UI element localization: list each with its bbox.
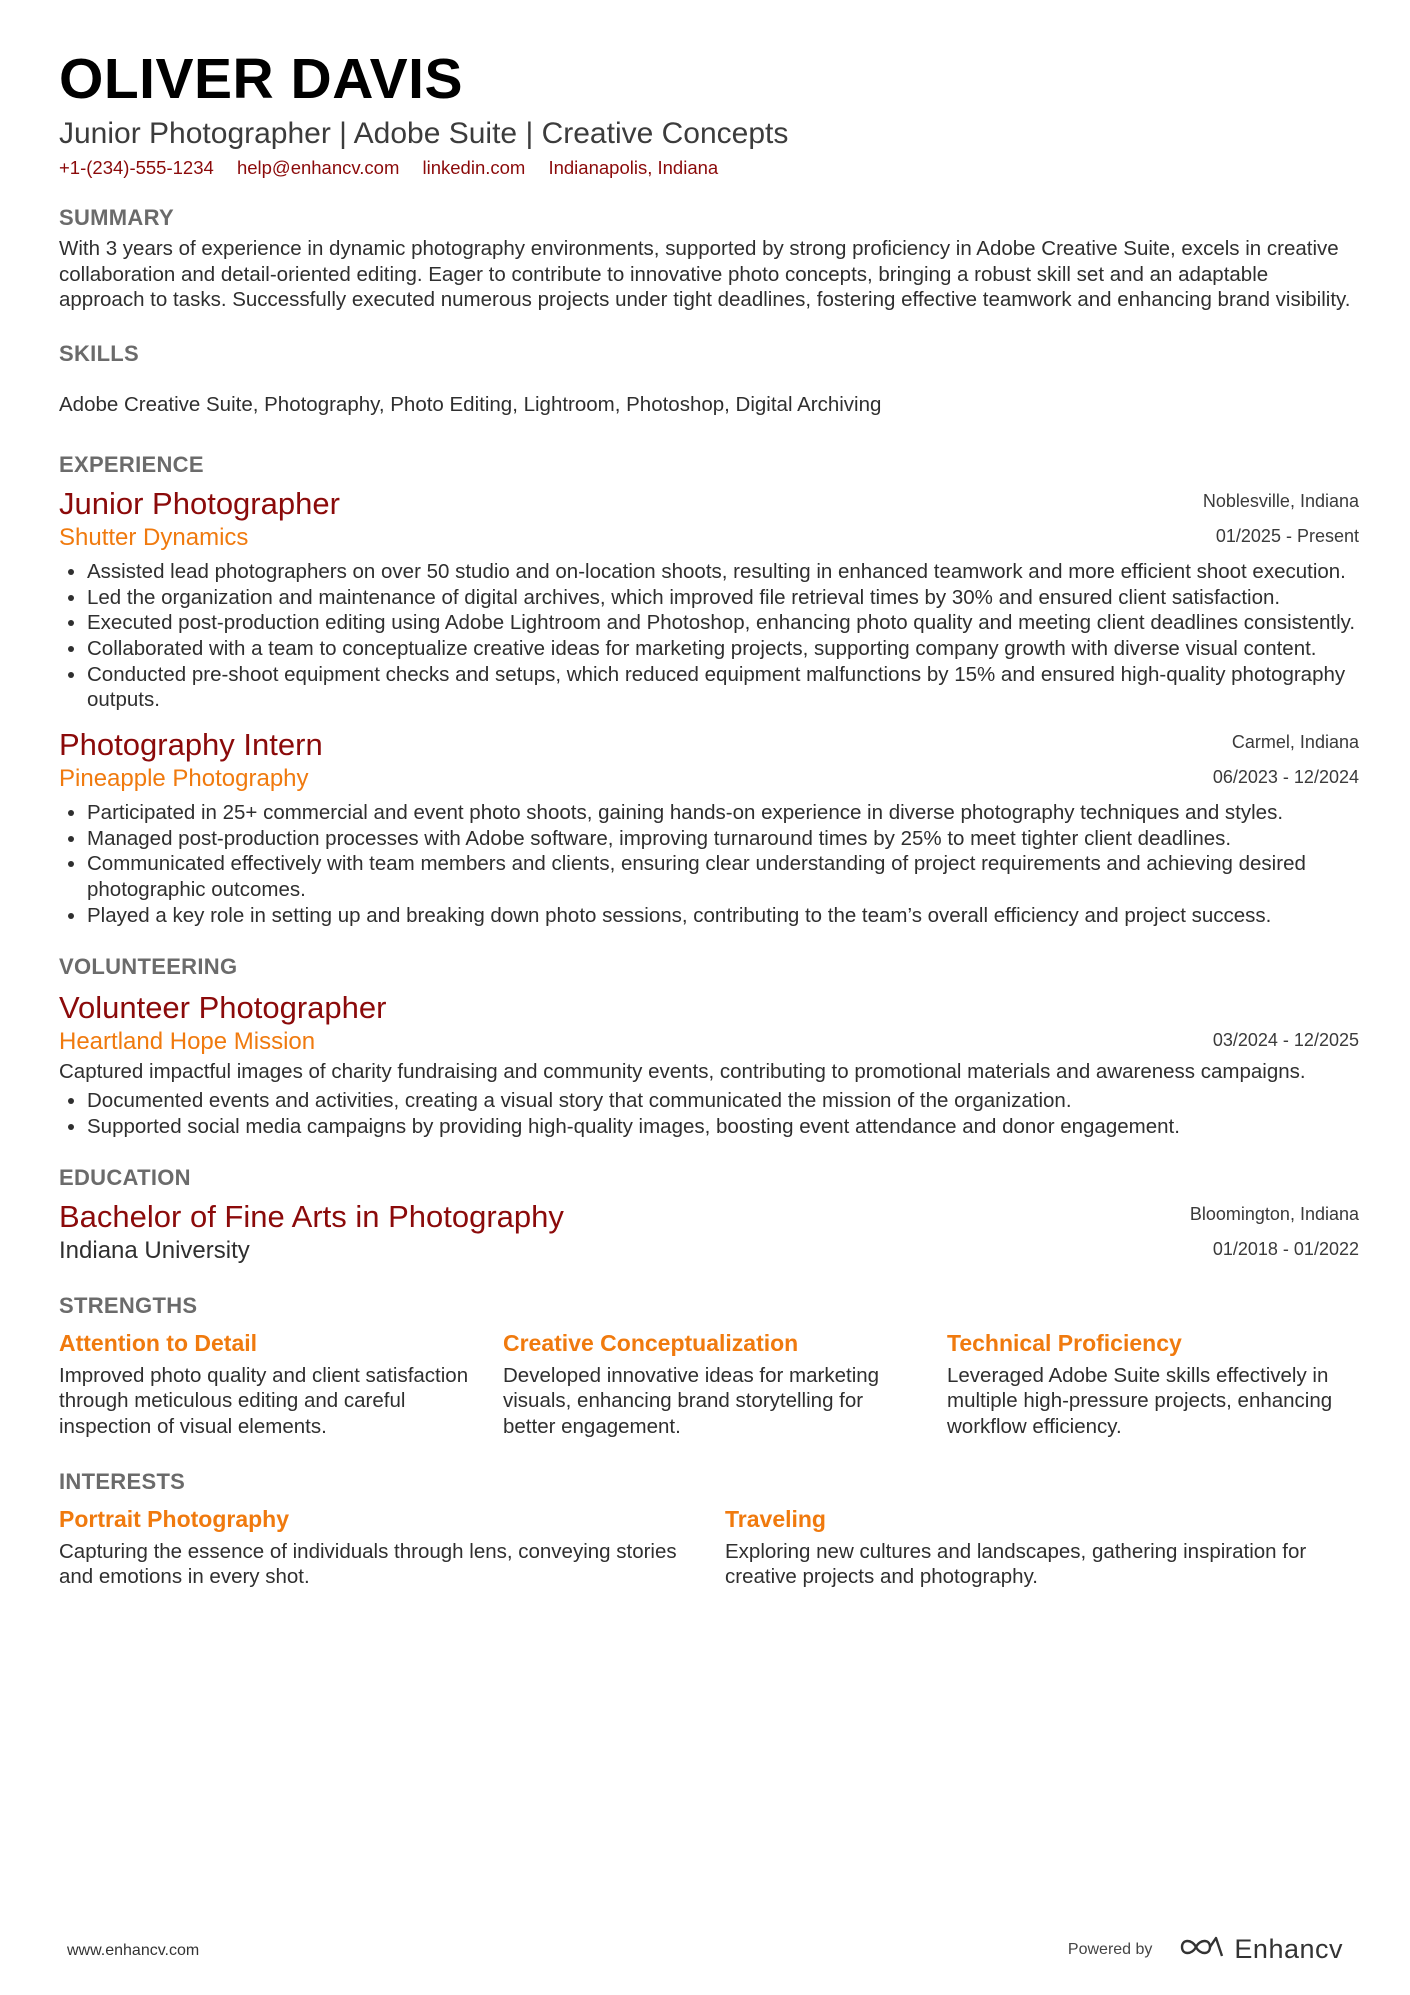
summary-text: With 3 years of experience in dynamic photography environments, supported by strong proficiency in Adobe Creative Suite, excels in creative collaboration and detail-oriented editing. Eager to contribute to innovative photo concepts, bringing a robust skill set and an adaptable approach to tasks. Successfully executed numerous projects under tight deadlines, fostering effective teamwork and enhancing brand visibility. xyxy=(59,237,1351,312)
headline: Junior Photographer | Adobe Suite | Creative Concepts xyxy=(59,117,789,150)
job-dates: 01/2025 - Present xyxy=(1215,525,1359,546)
email-link[interactable]: help@enhancv.com xyxy=(236,157,400,178)
job-role: Junior Photographer xyxy=(59,485,340,521)
summary-title: SUMMARY xyxy=(59,205,174,230)
list-item: • Conducted pre-shoot equipment checks and setups, which reduced equipment malfunctions by 15% and ensured high-quality photography outputs. xyxy=(87,662,1359,713)
volunteer-organization: Heartland Hope Mission xyxy=(59,1027,316,1055)
list-item: • Supported social media campaigns by providing high-quality images, boosting event attendance and donor engagement. xyxy=(87,1114,1359,1140)
volunteering-title: VOLUNTEERING xyxy=(59,953,238,979)
experience-entry xyxy=(59,726,1359,929)
interest-text: Capturing the essence of individuals through lens, conveying stories and emotions in every shot. xyxy=(59,1539,677,1589)
entry-header xyxy=(59,485,1359,553)
job-company: Pineapple Photography xyxy=(59,765,309,793)
footer-website-link[interactable]: www.enhancv.com xyxy=(67,1942,200,1959)
entry-header xyxy=(59,989,1359,1057)
list-item: • Assisted lead photographers on over 50 studio and on-location shoots, resulting in enhanced teamwork and more efficient shoot execution. xyxy=(87,559,1359,585)
education-location: Bloomington, Indiana xyxy=(1189,1203,1359,1224)
strength-text: Developed innovative ideas for marketing visuals, enhancing brand storytelling for better engagement. xyxy=(503,1363,880,1439)
volunteer-description: Captured impactful images of charity fundraising and community events, contributing to promotional materials and awareness campaigns. xyxy=(59,1059,1306,1083)
list-item: • Communicated effectively with team members and clients, ensuring clear understanding of project requirements and achieving desired photographic outcomes. xyxy=(87,851,1359,902)
location-text: Indianapolis, Indiana xyxy=(548,157,719,178)
skills-section xyxy=(59,340,1359,418)
strengths-grid xyxy=(59,1328,1359,1440)
enhancv-logo-icon xyxy=(1178,1934,1226,1965)
entry-header xyxy=(59,726,1359,794)
strengths-section xyxy=(59,1292,1359,1440)
list-item: • Participated in 25+ commercial and event photo shoots, gaining hands-on experience in diverse photography techniques and styles. xyxy=(87,800,1359,826)
powered-by-block xyxy=(1068,1934,1343,1965)
volunteering-section xyxy=(59,953,1359,1140)
list-item: • Managed post-production processes with Adobe software, improving turnaround times by 25% to meet tighter client deadlines. xyxy=(87,826,1359,852)
skills-title: SKILLS xyxy=(59,341,140,367)
strength-text: Improved photo quality and client satisfaction through meticulous editing and careful inspection of visual elements. xyxy=(59,1363,469,1439)
interest-text: Exploring new cultures and landscapes, gathering inspiration for creative projects and photography. xyxy=(725,1539,1307,1589)
job-company: Shutter Dynamics xyxy=(59,523,249,551)
candidate-name: OLIVER DAVIS xyxy=(59,47,463,111)
list-item: • Executed post-production editing using Adobe Lightroom and Photoshop, enhancing photo quality and meeting client deadlines consistently. xyxy=(87,610,1359,636)
job-location: Carmel, Indiana xyxy=(1231,732,1359,753)
strength-item xyxy=(947,1328,1359,1440)
job-role: Photography Intern xyxy=(59,727,323,763)
job-bullets xyxy=(59,559,1359,713)
interests-title: INTERESTS xyxy=(59,1468,186,1494)
resume-page xyxy=(59,44,1359,1590)
experience-title: EXPERIENCE xyxy=(59,451,204,477)
summary-section xyxy=(59,204,1359,313)
interest-item xyxy=(725,1504,1359,1590)
skills-text: Adobe Creative Suite, Photography, Photo Editing, Lightroom, Photoshop, Digital Archiving xyxy=(59,393,882,417)
education-dates: 01/2018 - 01/2022 xyxy=(1212,1238,1359,1259)
education-school: Indiana University xyxy=(59,1236,250,1264)
strength-item xyxy=(503,1328,947,1440)
volunteer-dates: 03/2024 - 12/2025 xyxy=(1212,1029,1359,1050)
job-location: Noblesville, Indiana xyxy=(1202,490,1359,511)
interest-item xyxy=(59,1504,725,1590)
list-item: • Collaborated with a team to conceptualize creative ideas for marketing projects, supporting company growth with diverse visual content. xyxy=(87,636,1359,662)
education-title: EDUCATION xyxy=(59,1164,191,1190)
list-item: • Documented events and activities, creating a visual story that communicated the mission of the organization. xyxy=(87,1088,1359,1114)
job-bullets xyxy=(59,800,1359,929)
interests-grid xyxy=(59,1504,1359,1590)
strengths-title: STRENGTHS xyxy=(59,1292,198,1318)
volunteer-bullets xyxy=(59,1088,1359,1139)
brand-name: Enhancv xyxy=(1234,1934,1343,1964)
phone-link[interactable]: +1-(234)-555-1234 xyxy=(59,157,214,178)
contact-line xyxy=(59,155,1359,181)
education-section xyxy=(59,1164,1359,1266)
interest-title: Traveling xyxy=(725,1505,826,1532)
experience-section xyxy=(59,451,1359,929)
entry-header xyxy=(59,1198,1359,1266)
strength-title: Attention to Detail xyxy=(59,1329,258,1356)
list-item: • Led the organization and maintenance of digital archives, which improved file retrieval times by 30% and ensured client satisfaction. xyxy=(87,585,1359,611)
list-item: • Played a key role in setting up and breaking down photo sessions, contributing to the team’s overall efficiency and project success. xyxy=(87,903,1359,929)
strength-item xyxy=(59,1328,503,1440)
job-dates: 06/2023 - 12/2024 xyxy=(1212,767,1359,788)
strength-text: Leveraged Adobe Suite skills effectively in multiple high-pressure projects, enhancing workflow efficiency. xyxy=(947,1363,1333,1439)
experience-entry xyxy=(59,485,1359,713)
strength-title: Technical Proficiency xyxy=(947,1329,1182,1356)
linkedin-link[interactable]: linkedin.com xyxy=(422,157,526,178)
strength-title: Creative Conceptualization xyxy=(503,1329,799,1356)
powered-by-label: Powered by xyxy=(1067,1940,1153,1958)
interest-title: Portrait Photography xyxy=(59,1505,290,1532)
interests-section xyxy=(59,1468,1359,1590)
volunteer-role: Volunteer Photographer xyxy=(59,989,387,1025)
education-degree: Bachelor of Fine Arts in Photography xyxy=(59,1198,564,1234)
